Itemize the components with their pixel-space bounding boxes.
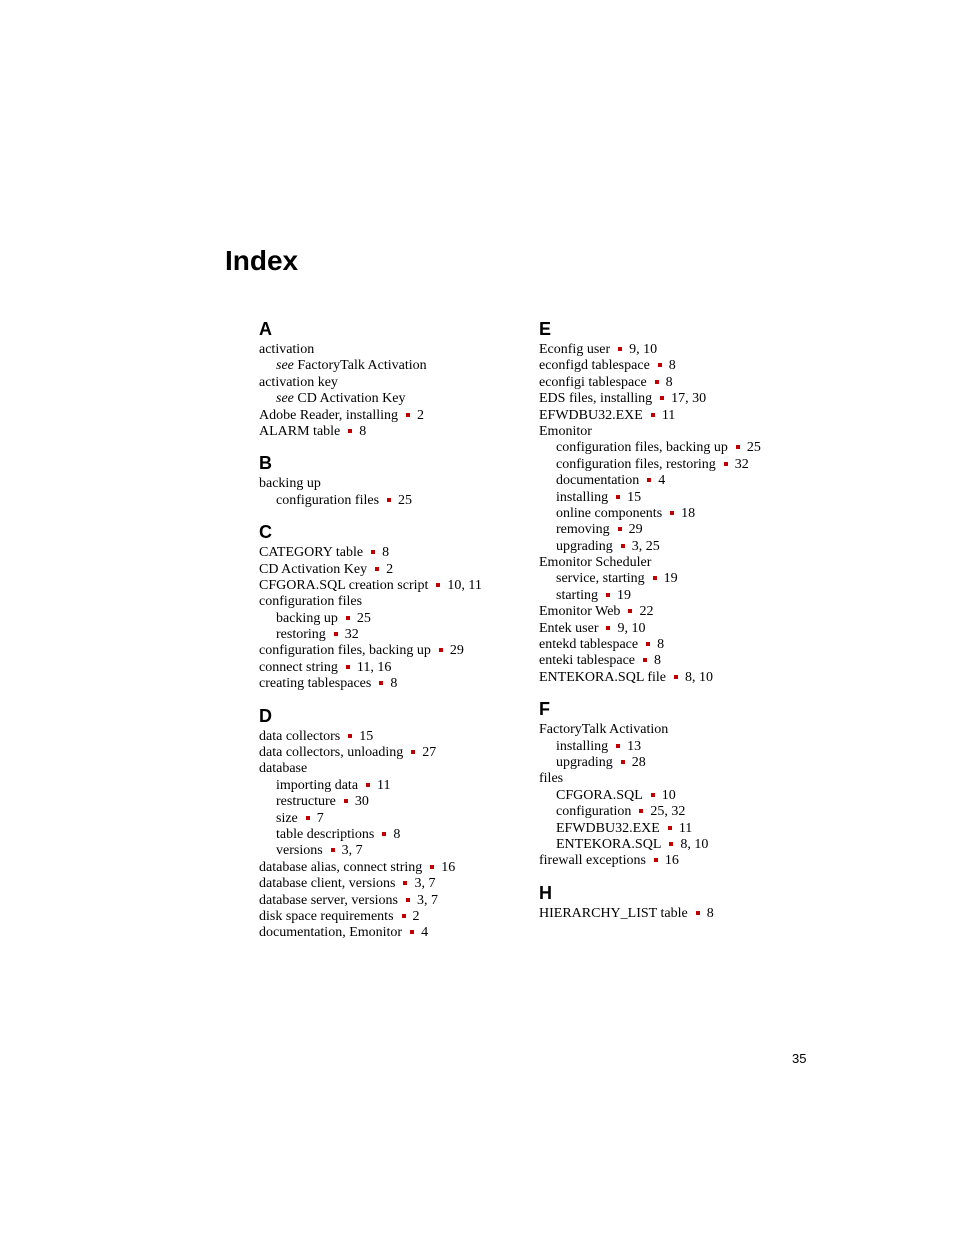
index-subentry: [539, 571, 839, 587]
entry-term: configuration files, backing up: [556, 440, 728, 456]
entry-term: econfigd tablespace: [539, 358, 650, 374]
bullet-separator-icon: [379, 681, 383, 685]
entry-page-numbers[interactable]: 19: [617, 587, 631, 603]
index-subentry: [259, 811, 529, 827]
entry-term: Adobe Reader, installing: [259, 407, 399, 423]
index-entry: [259, 893, 529, 909]
bullet-separator-icon: [618, 527, 622, 531]
entry-page-numbers[interactable]: 11: [661, 407, 676, 423]
entry-term: installing: [556, 738, 609, 754]
entry-term: starting: [556, 587, 598, 603]
index-section-c: [259, 519, 529, 693]
entry-term: configuration files: [259, 594, 363, 610]
index-entry: [539, 853, 839, 869]
index-entry: [259, 476, 529, 492]
entry-page-numbers[interactable]: 13: [627, 738, 642, 754]
entry-term: table descriptions: [276, 826, 375, 842]
bullet-separator-icon: [658, 363, 662, 367]
index-subentry: [539, 490, 839, 506]
entry-term: EFWDBU32.EXE: [539, 407, 643, 423]
bullet-separator-icon: [406, 413, 410, 417]
entry-page-numbers[interactable]: 7: [316, 810, 324, 826]
entry-term: backing up: [276, 610, 338, 626]
bullet-separator-icon: [651, 413, 655, 417]
bullet-separator-icon: [660, 396, 664, 400]
bullet-separator-icon: [382, 832, 386, 836]
index-subentry: [539, 804, 839, 820]
entry-term: EDS files, installing: [539, 391, 653, 407]
index-entry: [259, 424, 529, 440]
entry-page-numbers[interactable]: 8, 10: [680, 836, 709, 852]
index-section-f: [539, 696, 839, 870]
entry-page-numbers[interactable]: 29: [449, 643, 464, 659]
entry-term: configuration: [556, 804, 632, 820]
entry-page-numbers[interactable]: 8, 10: [685, 669, 714, 685]
entry-term: firewall exceptions: [539, 853, 646, 869]
entry-page-numbers[interactable]: 15: [359, 728, 374, 744]
bullet-separator-icon: [402, 914, 406, 918]
index-subentry: [539, 588, 839, 604]
bullet-separator-icon: [346, 665, 350, 669]
index-entry: [539, 653, 839, 669]
entry-term: database alias, connect string: [259, 859, 423, 875]
entry-term: HIERARCHY_LIST table: [539, 905, 688, 921]
page-title: Index: [225, 245, 299, 276]
entry-term: FactoryTalk Activation: [297, 358, 427, 374]
entry-term: data collectors, unloading: [259, 745, 404, 761]
bullet-separator-icon: [606, 626, 610, 630]
index-section-h: [539, 880, 839, 922]
entry-term: data collectors: [259, 728, 341, 744]
index-entry: [259, 876, 529, 892]
entry-page-numbers[interactable]: 2: [386, 561, 394, 577]
bullet-separator-icon: [621, 544, 625, 548]
entry-page-numbers[interactable]: 11: [377, 777, 391, 793]
bullet-separator-icon: [669, 842, 673, 846]
section-letter: A: [259, 319, 272, 339]
entry-page-numbers[interactable]: 16: [441, 859, 456, 875]
section-letter: D: [259, 705, 272, 726]
entry-term: files: [539, 771, 564, 787]
entry-page-numbers[interactable]: 4: [658, 473, 666, 489]
entry-page-numbers[interactable]: 8: [359, 423, 367, 439]
index-entry: [259, 660, 529, 676]
entry-page-numbers[interactable]: 3, 25: [631, 538, 660, 554]
entry-term: removing: [556, 522, 610, 538]
bullet-separator-icon: [668, 826, 672, 830]
index-subentry: [539, 506, 839, 522]
index-subentry: [539, 457, 839, 473]
see-reference-label: see: [276, 358, 294, 374]
bullet-separator-icon: [628, 609, 632, 613]
index-subentry: [539, 788, 839, 804]
entry-page-numbers[interactable]: 16: [664, 853, 679, 869]
entry-term: CFGORA.SQL: [556, 787, 643, 803]
bullet-separator-icon: [646, 642, 650, 646]
entry-page-numbers[interactable]: 28: [631, 754, 646, 770]
index-section-a: [259, 316, 529, 440]
bullet-separator-icon: [411, 750, 415, 754]
entry-page-numbers[interactable]: 8: [382, 545, 390, 561]
bullet-separator-icon: [371, 550, 375, 554]
entry-term: ALARM table: [259, 423, 341, 439]
bullet-separator-icon: [606, 593, 610, 597]
entry-term: backing up: [259, 476, 321, 492]
entry-page-numbers[interactable]: 8: [654, 653, 662, 669]
entry-term: ENTEKORA.SQL file: [539, 669, 667, 685]
section-letter: F: [539, 699, 550, 720]
entry-page-numbers[interactable]: 11, 16: [356, 659, 392, 675]
index-subentry: [259, 358, 529, 374]
index-subentry: [539, 522, 839, 538]
entry-term: importing data: [276, 777, 359, 793]
index-subentry: [539, 739, 839, 755]
entry-term: entekd tablespace: [539, 637, 639, 653]
index-entry: [539, 604, 839, 620]
entry-page-numbers[interactable]: 8: [657, 637, 665, 653]
bullet-separator-icon: [331, 848, 335, 852]
entry-page-numbers[interactable]: 27: [422, 745, 437, 761]
index-entry: [539, 722, 839, 738]
entry-term: activation key: [259, 374, 338, 390]
entry-page-numbers[interactable]: 8: [668, 358, 676, 374]
index-column-right: [539, 316, 839, 932]
entry-page-numbers[interactable]: 25: [746, 440, 761, 456]
entry-page-numbers[interactable]: 10: [661, 787, 676, 803]
bullet-separator-icon: [696, 911, 700, 915]
entry-term: CFGORA.SQL creation script: [259, 577, 429, 593]
bullet-separator-icon: [653, 576, 657, 580]
entry-page-numbers[interactable]: 8: [706, 905, 714, 921]
index-section-d: [259, 703, 529, 942]
entry-term: Entek user: [539, 620, 599, 636]
bullet-separator-icon: [639, 809, 643, 813]
index-subentry: [259, 611, 529, 627]
index-entry: [539, 555, 839, 571]
entry-page-numbers[interactable]: 25: [356, 610, 371, 626]
entry-term: database client, versions: [259, 876, 396, 892]
section-letter: C: [259, 522, 272, 543]
index-entry: [259, 545, 529, 561]
bullet-separator-icon: [674, 675, 678, 679]
bullet-separator-icon: [344, 799, 348, 803]
entry-term: connect string: [259, 659, 338, 675]
index-section-e: [539, 316, 839, 686]
index-subentry: [259, 391, 529, 407]
entry-term: Emonitor: [539, 423, 592, 439]
entry-page-numbers[interactable]: 8: [393, 826, 401, 842]
entry-page-numbers[interactable]: 25: [398, 492, 413, 508]
bullet-separator-icon: [366, 783, 370, 787]
entry-term: database server, versions: [259, 892, 398, 908]
index-entry: [259, 860, 529, 876]
entry-page-numbers[interactable]: 8: [390, 676, 398, 692]
index-column-left: [259, 316, 529, 952]
index-section-b: [259, 450, 529, 509]
entry-term: econfigi tablespace: [539, 374, 647, 390]
index-entry: [259, 676, 529, 692]
bullet-separator-icon: [736, 445, 740, 449]
index-subentry: [539, 539, 839, 555]
bullet-separator-icon: [651, 793, 655, 797]
bullet-separator-icon: [410, 930, 414, 934]
entry-page-numbers[interactable]: 10, 11: [447, 577, 482, 593]
entry-page-numbers[interactable]: 17, 30: [671, 391, 707, 407]
entry-term: disk space requirements: [259, 908, 394, 924]
bullet-separator-icon: [348, 734, 352, 738]
entry-term: upgrading: [556, 754, 613, 770]
entry-page-numbers[interactable]: 18: [681, 505, 696, 521]
entry-term: CD Activation Key: [259, 561, 368, 577]
entry-page-numbers[interactable]: 11: [678, 820, 693, 836]
bullet-separator-icon: [643, 658, 647, 662]
index-entry: [259, 594, 529, 610]
entry-term: installing: [556, 489, 609, 505]
index-entry: [539, 342, 839, 358]
index-entry: [539, 408, 839, 424]
entry-term: Econfig user: [539, 342, 611, 357]
entry-page-numbers[interactable]: 9, 10: [629, 342, 658, 357]
bullet-separator-icon: [616, 495, 620, 499]
entry-term: activation: [259, 342, 315, 357]
index-entry: [539, 637, 839, 653]
bullet-separator-icon: [621, 760, 625, 764]
entry-term: EFWDBU32.EXE: [556, 820, 660, 836]
index-entry: [259, 761, 529, 777]
index-entry: [539, 670, 839, 686]
page-number: 35: [792, 1051, 807, 1066]
entry-page-numbers[interactable]: 9, 10: [617, 620, 646, 636]
index-entry: [259, 562, 529, 578]
bullet-separator-icon: [655, 380, 659, 384]
index-entry: [539, 771, 839, 787]
entry-term: enteki tablespace: [539, 653, 636, 669]
entry-page-numbers[interactable]: 4: [421, 925, 429, 941]
bullet-separator-icon: [724, 462, 728, 466]
entry-term: ENTEKORA.SQL: [556, 836, 662, 852]
bullet-separator-icon: [387, 498, 391, 502]
bullet-separator-icon: [654, 858, 658, 862]
bullet-separator-icon: [403, 881, 407, 885]
index-subentry: [259, 778, 529, 794]
entry-term: FactoryTalk Activation: [539, 722, 669, 738]
section-letter: B: [259, 453, 272, 474]
entry-term: versions: [276, 843, 323, 859]
entry-term: online components: [556, 505, 663, 521]
section-letter: H: [539, 882, 552, 903]
index-subentry: [259, 827, 529, 843]
index-entry: [259, 342, 529, 358]
bullet-separator-icon: [647, 478, 651, 482]
entry-term: creating tablespaces: [259, 676, 372, 692]
bullet-separator-icon: [616, 744, 620, 748]
index-entry: [259, 729, 529, 745]
entry-page-numbers[interactable]: 3, 7: [414, 876, 436, 892]
bullet-separator-icon: [436, 583, 440, 587]
index-entry: [259, 643, 529, 659]
entry-page-numbers[interactable]: 15: [627, 489, 642, 505]
index-entry: [539, 358, 839, 374]
bullet-separator-icon: [346, 616, 350, 620]
bullet-separator-icon: [348, 429, 352, 433]
entry-page-numbers[interactable]: 19: [663, 571, 678, 587]
bullet-separator-icon: [670, 511, 674, 515]
entry-page-numbers[interactable]: 25, 32: [650, 804, 686, 820]
entry-term: documentation, Emonitor: [259, 925, 403, 941]
index-subentry: [539, 440, 839, 456]
entry-page-numbers[interactable]: 3, 7: [341, 843, 363, 859]
entry-page-numbers[interactable]: 2: [412, 908, 420, 924]
bullet-separator-icon: [375, 567, 379, 571]
bullet-separator-icon: [618, 347, 622, 351]
entry-term: configuration files, restoring: [556, 456, 716, 472]
index-subentry: [259, 843, 529, 859]
bullet-separator-icon: [439, 648, 443, 652]
bullet-separator-icon: [306, 816, 310, 820]
entry-term: database: [259, 761, 308, 777]
index-subentry: [539, 473, 839, 489]
index-subentry: [259, 794, 529, 810]
index-entry: [259, 745, 529, 761]
entry-term: CATEGORY table: [259, 545, 364, 561]
index-entry: [259, 375, 529, 391]
index-entry: [259, 578, 529, 594]
index-subentry: [259, 493, 529, 509]
entry-page-numbers[interactable]: 2: [417, 407, 425, 423]
entry-term: upgrading: [556, 538, 613, 554]
entry-term: configuration files, backing up: [259, 643, 431, 659]
entry-page-numbers[interactable]: 32: [734, 456, 749, 472]
index-entry: [259, 408, 529, 424]
index-entry: [259, 909, 529, 925]
index-subentry: [259, 627, 529, 643]
index-entry: [539, 906, 839, 922]
entry-page-numbers[interactable]: 29: [628, 522, 643, 538]
index-entry: [539, 424, 839, 440]
entry-term: restructure: [276, 794, 336, 810]
entry-page-numbers[interactable]: 22: [639, 604, 654, 620]
index-entry: [259, 925, 529, 941]
index-subentry: [539, 755, 839, 771]
entry-term: service, starting: [556, 571, 645, 587]
entry-page-numbers[interactable]: 3, 7: [417, 892, 438, 908]
index-entry: [539, 621, 839, 637]
entry-term: restoring: [276, 627, 326, 643]
entry-page-numbers[interactable]: 32: [344, 627, 359, 643]
entry-term: CD Activation Key: [297, 391, 406, 407]
entry-term: Emonitor Web: [539, 604, 621, 620]
see-reference-label: see: [276, 391, 294, 407]
entry-term: configuration files: [276, 492, 380, 508]
entry-term: Emonitor Scheduler: [539, 555, 652, 571]
entry-term: size: [276, 810, 298, 826]
section-letter: E: [539, 319, 552, 339]
bullet-separator-icon: [406, 898, 410, 902]
index-entry: [539, 375, 839, 391]
bullet-separator-icon: [430, 865, 434, 869]
entry-page-numbers[interactable]: 8: [665, 374, 673, 390]
index-subentry: [539, 837, 839, 853]
index-subentry: [539, 821, 839, 837]
index-entry: [539, 391, 839, 407]
bullet-separator-icon: [334, 632, 338, 636]
entry-page-numbers[interactable]: 30: [354, 794, 369, 810]
entry-term: documentation: [556, 473, 640, 489]
